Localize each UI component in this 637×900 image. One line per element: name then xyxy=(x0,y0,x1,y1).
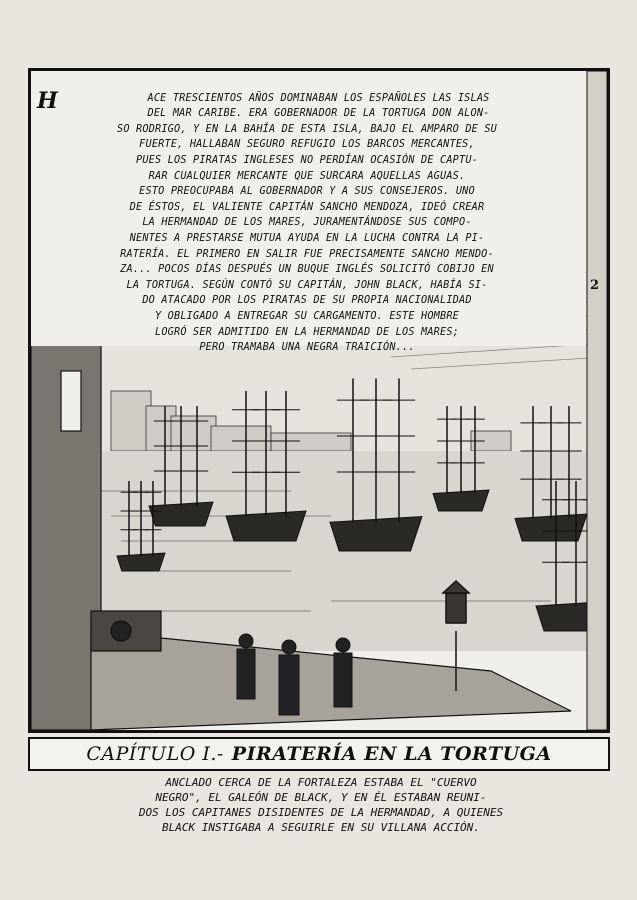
narration-drop-cap: H xyxy=(37,87,58,114)
narration-line: DE ÉSTOS, EL VALIENTE CAPITÁN SANCHO MENDOZA, IDEÓ CREAR xyxy=(129,201,485,213)
right-border-strip xyxy=(587,71,607,730)
caption-line: DOS LOS CAPITANES DISIDENTES DE LA HERMANDAD, A QUIENES xyxy=(138,806,504,819)
narration-line: LOGRÓ SER ADMITIDO EN LA HERMANDAD DE LOS MARES; xyxy=(154,326,459,338)
caption-line: ANCLADO CERCA DE LA FORTALEZA ESTABA EL "CUERVO xyxy=(165,776,477,789)
chapter-title-bar xyxy=(28,737,610,771)
caption-line: NEGRO", EL GALEÓN DE BLACK, Y EN ÉL ESTABAN REUNI- xyxy=(155,791,487,804)
comic-panel xyxy=(28,68,610,733)
chapter-label: CAPÍTULO I.- xyxy=(86,743,224,765)
narration-box xyxy=(37,75,577,356)
narration-line: PUES LOS PIRATAS INGLESES NO PERDÍAN OCASIÓN DE CAPTU- xyxy=(135,154,478,166)
caption-line: BLACK INSTIGABA A SEGUIRLE EN SU VILLANA ACCIÓN. xyxy=(162,821,480,834)
narration-line: RAR CUALQUIER MERCANTE QUE SURCARA AQUELLAS AGUAS. xyxy=(148,170,466,182)
narration-line: DO ATACADO POR LOS PIRATAS DE SU PROPIA NACIONALIDAD xyxy=(142,295,472,307)
narration-line: LA TORTUGA. SEGÚN CONTÓ SU CAPITÁN, JOHN BLACK, HABÍA SI- xyxy=(126,279,488,291)
narration-line: LA HERMANDAD DE LOS MARES, JURAMENTÁNDOSE SUS COMPO- xyxy=(142,217,472,229)
narration-line: ZA... POCOS DÍAS DESPUÉS UN BUQUE INGLÉS SOLICITÓ COBIJO EN xyxy=(120,264,494,276)
narration-line: NENTES A PRESTARSE MUTUA AYUDA EN LA LUCHA CONTRA LA PI- xyxy=(129,232,485,244)
narration-line: RATERÍA. EL PRIMERO EN SALIR FUE PRECISAMENTE SANCHO MENDO- xyxy=(120,248,494,260)
narration-line: ESTO PREOCUPABA AL GOBERNADOR Y A SUS CONSEJEROS. UNO xyxy=(139,186,475,198)
panel-number-badge: 2 xyxy=(589,278,599,293)
narration-line: DEL MAR CARIBE. ERA GOBERNADOR DE LA TORTUGA DON ALON- xyxy=(147,108,490,120)
narration-line: Y OBLIGADO A ENTREGAR SU CARGAMENTO. ESTE HOMBRE xyxy=(154,310,459,322)
narration-line: PERO TRAMABA UNA NEGRA TRAICIÓN... xyxy=(199,342,415,354)
chapter-title: PIRATERÍA EN LA TORTUGA xyxy=(231,743,552,765)
narration-line: FUERTE, HALLABAN SEGURO REFUGIO LOS BARCOS MERCANTES, xyxy=(139,139,475,151)
narration-line: SO RODRIGO, Y EN LA BAHÍA DE ESTA ISLA, BAJO EL AMPARO DE SU xyxy=(116,123,497,135)
narration-text xyxy=(117,93,497,354)
bottom-caption xyxy=(36,775,606,835)
narration-line: ACE TRESCIENTOS AÑOS DOMINABAN LOS ESPAÑOLES LAS ISLAS xyxy=(147,92,490,104)
